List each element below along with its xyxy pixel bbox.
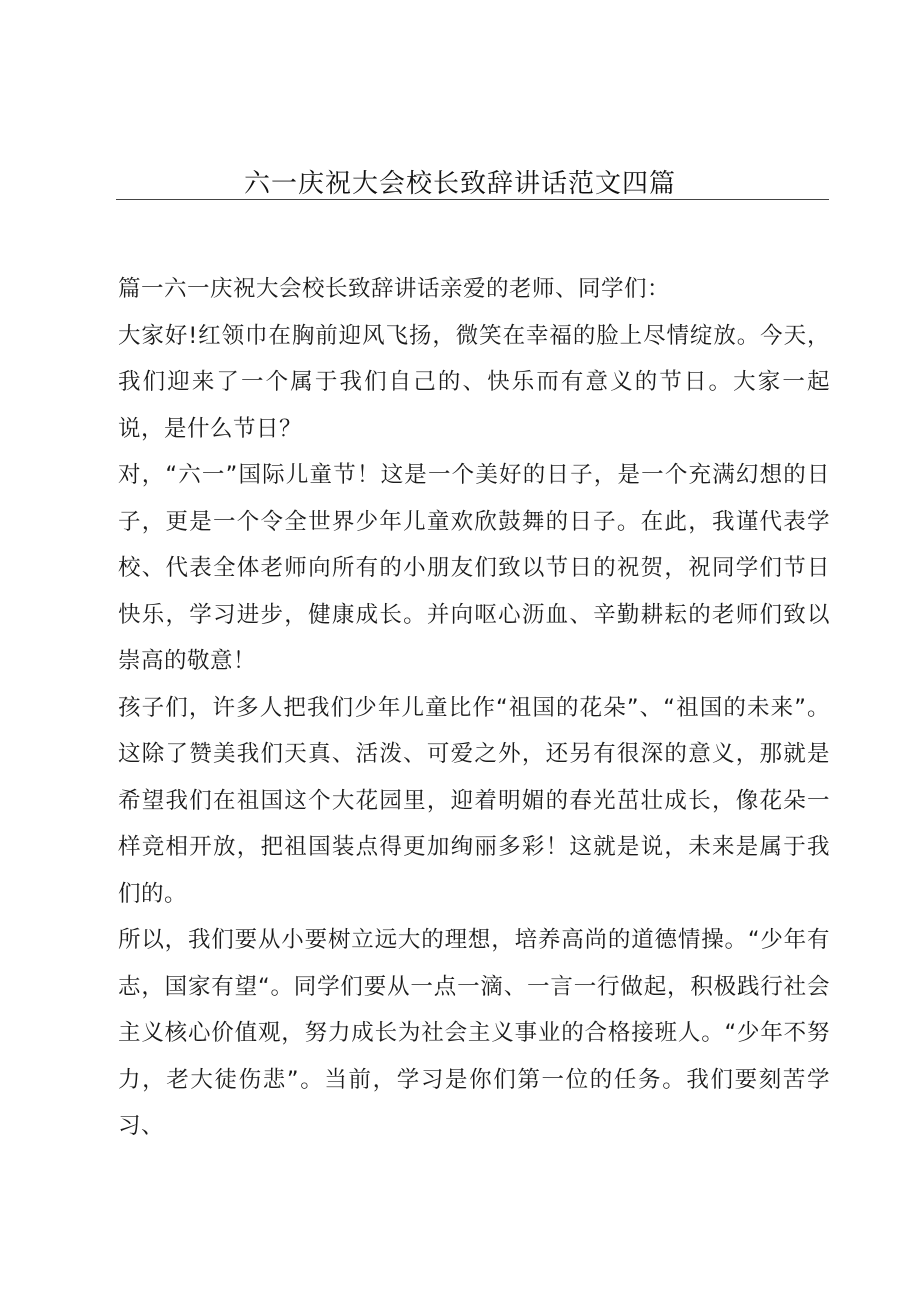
document-title: 六一庆祝大会校长致辞讲话范文四篇 xyxy=(243,169,676,199)
paragraph-greeting: 大家好!红领巾在胸前迎风飞扬，微笑在幸福的脸上尽情绽放。今天，我们迎来了一个属于我们自己的、快乐而有意义的节日。大家一起说，是什么节日？ xyxy=(118,322,830,442)
title-underline xyxy=(116,199,829,200)
document-body xyxy=(118,266,830,1150)
paragraph-flowers-of-motherland: 孩子们，许多人把我们少年儿童比作“祖国的花朵”、“祖国的未来”。这除了赞美我们天真、活泼、可爱之外，还另有很深的意义，那就是希望我们在祖国这个大花园里，迎着明媚的春光茁壮成长，像花朵一样竞相开放，把祖国装点得更加绚丽多彩！这就是说，未来是属于我们的。 xyxy=(118,694,830,907)
paragraph-heading: 篇一六一庆祝大会校长致辞讲话亲爱的老师、同学们： xyxy=(118,276,671,302)
paragraph-ideals: 所以，我们要从小要树立远大的理想，培养高尚的道德情操。“少年有志，国家有望“。同学们要从一点一滴、一言一行做起，积极践行社会主义核心价值观，努力成长为社会主义事业的合格接班人。“少年不努力，老大徒伤悲”。当前，学习是你们第一位的任务。我们要刻苦学习、 xyxy=(118,927,830,1139)
paragraph-childrens-day: 对，“六一”国际儿童节！这是一个美好的日子，是一个充满幻想的日子，更是一个令全世界少年儿童欢欣鼓舞的日子。在此，我谨代表学校、代表全体老师向所有的小朋友们致以节日的祝贺，祝同学们节日快乐，学习进步，健康成长。并向呕心沥血、辛勤耕耘的老师们致以崇高的敬意！ xyxy=(118,462,830,674)
